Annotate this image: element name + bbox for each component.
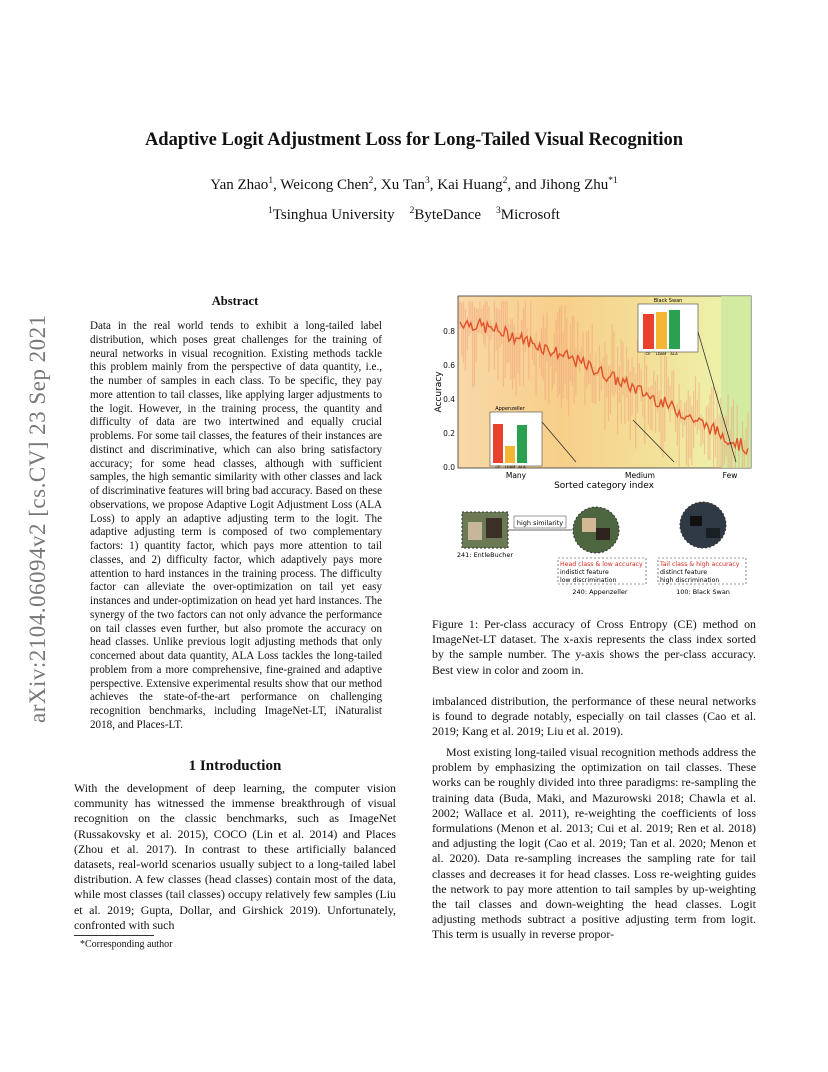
y-tick: 0.8 [443, 327, 455, 336]
paper-title: Adaptive Logit Adjustment Loss for Long-Tailed Visual Recognition [144, 130, 684, 150]
image-black-swan [680, 502, 726, 548]
svg-text:indistict feature: indistict feature [560, 569, 609, 576]
svg-text:LDAM: LDAM [504, 464, 516, 469]
image-label: 100: Black Swan [676, 588, 730, 596]
image-label: 240: Appenzeller [572, 588, 628, 596]
footnote: *Corresponding author [80, 939, 173, 950]
author: Kai Huang [437, 177, 503, 193]
x-tick: Many [505, 471, 527, 480]
paragraph: imbalanced distribution, the performance of these neural networks is found to degrade notably, especially on tail classes (Cao et al. 2019; Kang et al. 2019; Liu et al. 2019). [432, 694, 756, 739]
image-label: 241: EntleBucher [456, 551, 514, 559]
similarity-label: high similarity [516, 519, 564, 527]
y-tick: 0.0 [443, 463, 455, 472]
svg-text:ALA: ALA [518, 464, 526, 469]
svg-text:Appenzeller: Appenzeller [495, 406, 525, 412]
figure-1 [428, 292, 758, 600]
abstract-heading: Abstract [211, 294, 259, 308]
y-tick: 0.4 [443, 395, 455, 404]
author-list: Yan Zhao$^1$, Weicong Chen$^2$, Xu Tan$^3$, Kai Huang$^2$, and Jihong Zhu$^{*1}$ [210, 176, 618, 193]
author: Xu Tan [380, 177, 425, 193]
x-tick: Medium [625, 471, 655, 480]
paragraph: Most existing long-tailed visual recognition methods address the problem by emphasizing the optimization on tail classes. These works can be roughly divided into three paradigms: re-sampling the training data (Buda, Maki, and Mazurowski 2018; Chawla et al. 2002; Wallace et al. 2011), re-weighting the coefficients of loss formulations (Menon et al. 2013; Cui et al. 2019; Ren et al. 2018) and adjusting the logit (Cao et al. 2019; Tan et al. 2020; Menon et al. 2020). Data re-sampling increases the sampling rate for tail classes and decreases it for head classes. Loss re-weighting guides the network to pay more attention to tail samples by up-weighting the tail classes and down-weighting the head classes. Logit adjusting methods subtract a positive adjusting term from logit. This term is usually in reverse propor- [432, 745, 756, 942]
section-heading-introduction: 1 Introduction [188, 758, 282, 774]
svg-text:Black Swan: Black Swan [653, 298, 683, 304]
svg-text:Head class & low accuracy: Head class & low accuracy [560, 561, 643, 568]
bar-ldam [505, 446, 515, 463]
intro-paragraph: With the development of deep learning, the computer vision community has witnessed the immense breakthrough of visual recognition on the classic benchmarks, such as ImageNet (Russakovsky et al. 2015), COCO (Lin et al. 2014) and Places (Zhou et al. 2017). In contrast to these artificially balanced datasets, real-world scenarios usually subject to a long-tailed label distribution. A few classes (head classes) contain most of the data, while most classes (tail classes) occupy relatively few samples (Liu et al. 2019; Gupta, Dollar, and Girshick 2019). Unfortunately, confronted with such [74, 781, 396, 932]
x-tick: Few [722, 471, 738, 480]
svg-text:CE: CE [645, 351, 651, 356]
svg-text:CE: CE [495, 464, 501, 469]
bar-ce [493, 424, 503, 463]
footnote-rule [74, 935, 154, 936]
author: Weicong Chen [280, 177, 369, 193]
abstract-text: Data in the real world tends to exhibit a long-tailed label distribution, which poses great challenges for the training of neural networks in visual recognition. Existing methods tackle this problem mainly from the perspective of data quantity, i.e., the number of samples in each class. To be specific, they pay more attention to tail classes, like applying larger adjustments to the logit. However, in the training process, the quantity and difficulty of data are two intertwined and equally crucial problems. For some tail classes, the features of their instances are distinct and discriminative, which can also bring satisfactory accuracy; for some head classes, although with sufficient samples, the high semantic similarity with other classes and lack of discriminative features will bring bad accuracy. Based on these observations, we propose Adaptive Logit Adjustment Loss (ALA Loss) to apply an adaptive adjusting term to the logit. The adaptive adjusting term is composed of two complementary factors: 1) quantity factor, which pays more attention to tail classes, and 2) difficulty factor, which adaptively pays more attention to hard instances in the training process. The difficulty factor can alleviate the over-optimization on tail yet easy instances and under-optimization on head yet hard instances. The synergy of the two factors can not only advance the performance on tail classes even further, but also promote the accuracy on head classes. Unlike previous logit adjusting methods that only concerned about data quantity, ALA Loss tackles the long-tailed problem from a more comprehensive, fine-grained and adaptive perspective. Extensive experimental results show that our method achieves the state-of-the-art performance on challenging recognition benchmarks, including ImageNet-LT, iNaturalist 2018, and Places-LT. [90, 320, 382, 731]
svg-text:distinct feature: distinct feature [660, 569, 708, 576]
affiliations: $^1$Tsinghua University $^2$ByteDance $^3$Microsoft [268, 206, 560, 223]
inset-appenzeller [490, 406, 542, 469]
svg-text:Tail class & high accuracy: Tail class & high accuracy [660, 561, 740, 568]
author: Yan Zhao [210, 177, 269, 193]
svg-text:LDAM: LDAM [655, 351, 667, 356]
y-tick: 0.6 [443, 361, 455, 370]
bar-ala [517, 425, 527, 463]
author: Jihong Zhu [540, 177, 609, 193]
svg-text:high discrimination: high discrimination [660, 577, 720, 584]
y-tick: 0.2 [443, 429, 455, 438]
bar-ldam [656, 312, 667, 349]
bar-ce [643, 314, 654, 349]
bar-ala [669, 310, 680, 349]
arxiv-stamp: arXiv:2104.06094v2 [cs.CV] 23 Sep 2021 [25, 314, 50, 723]
svg-text:low discrimination: low discrimination [560, 577, 617, 584]
figure-caption: Figure 1: Per-class accuracy of Cross Entropy (CE) method on ImageNet-LT dataset. The x-axis represents the class index sorted by the sample number. The y-axis shows the per-class accuracy. Best view in color and zoom in. [432, 617, 756, 677]
inset-black-swan [638, 298, 698, 356]
y-axis-label: Accuracy [434, 371, 444, 413]
x-axis-label: Sorted category index [554, 481, 654, 491]
svg-text:ALA: ALA [670, 351, 678, 356]
